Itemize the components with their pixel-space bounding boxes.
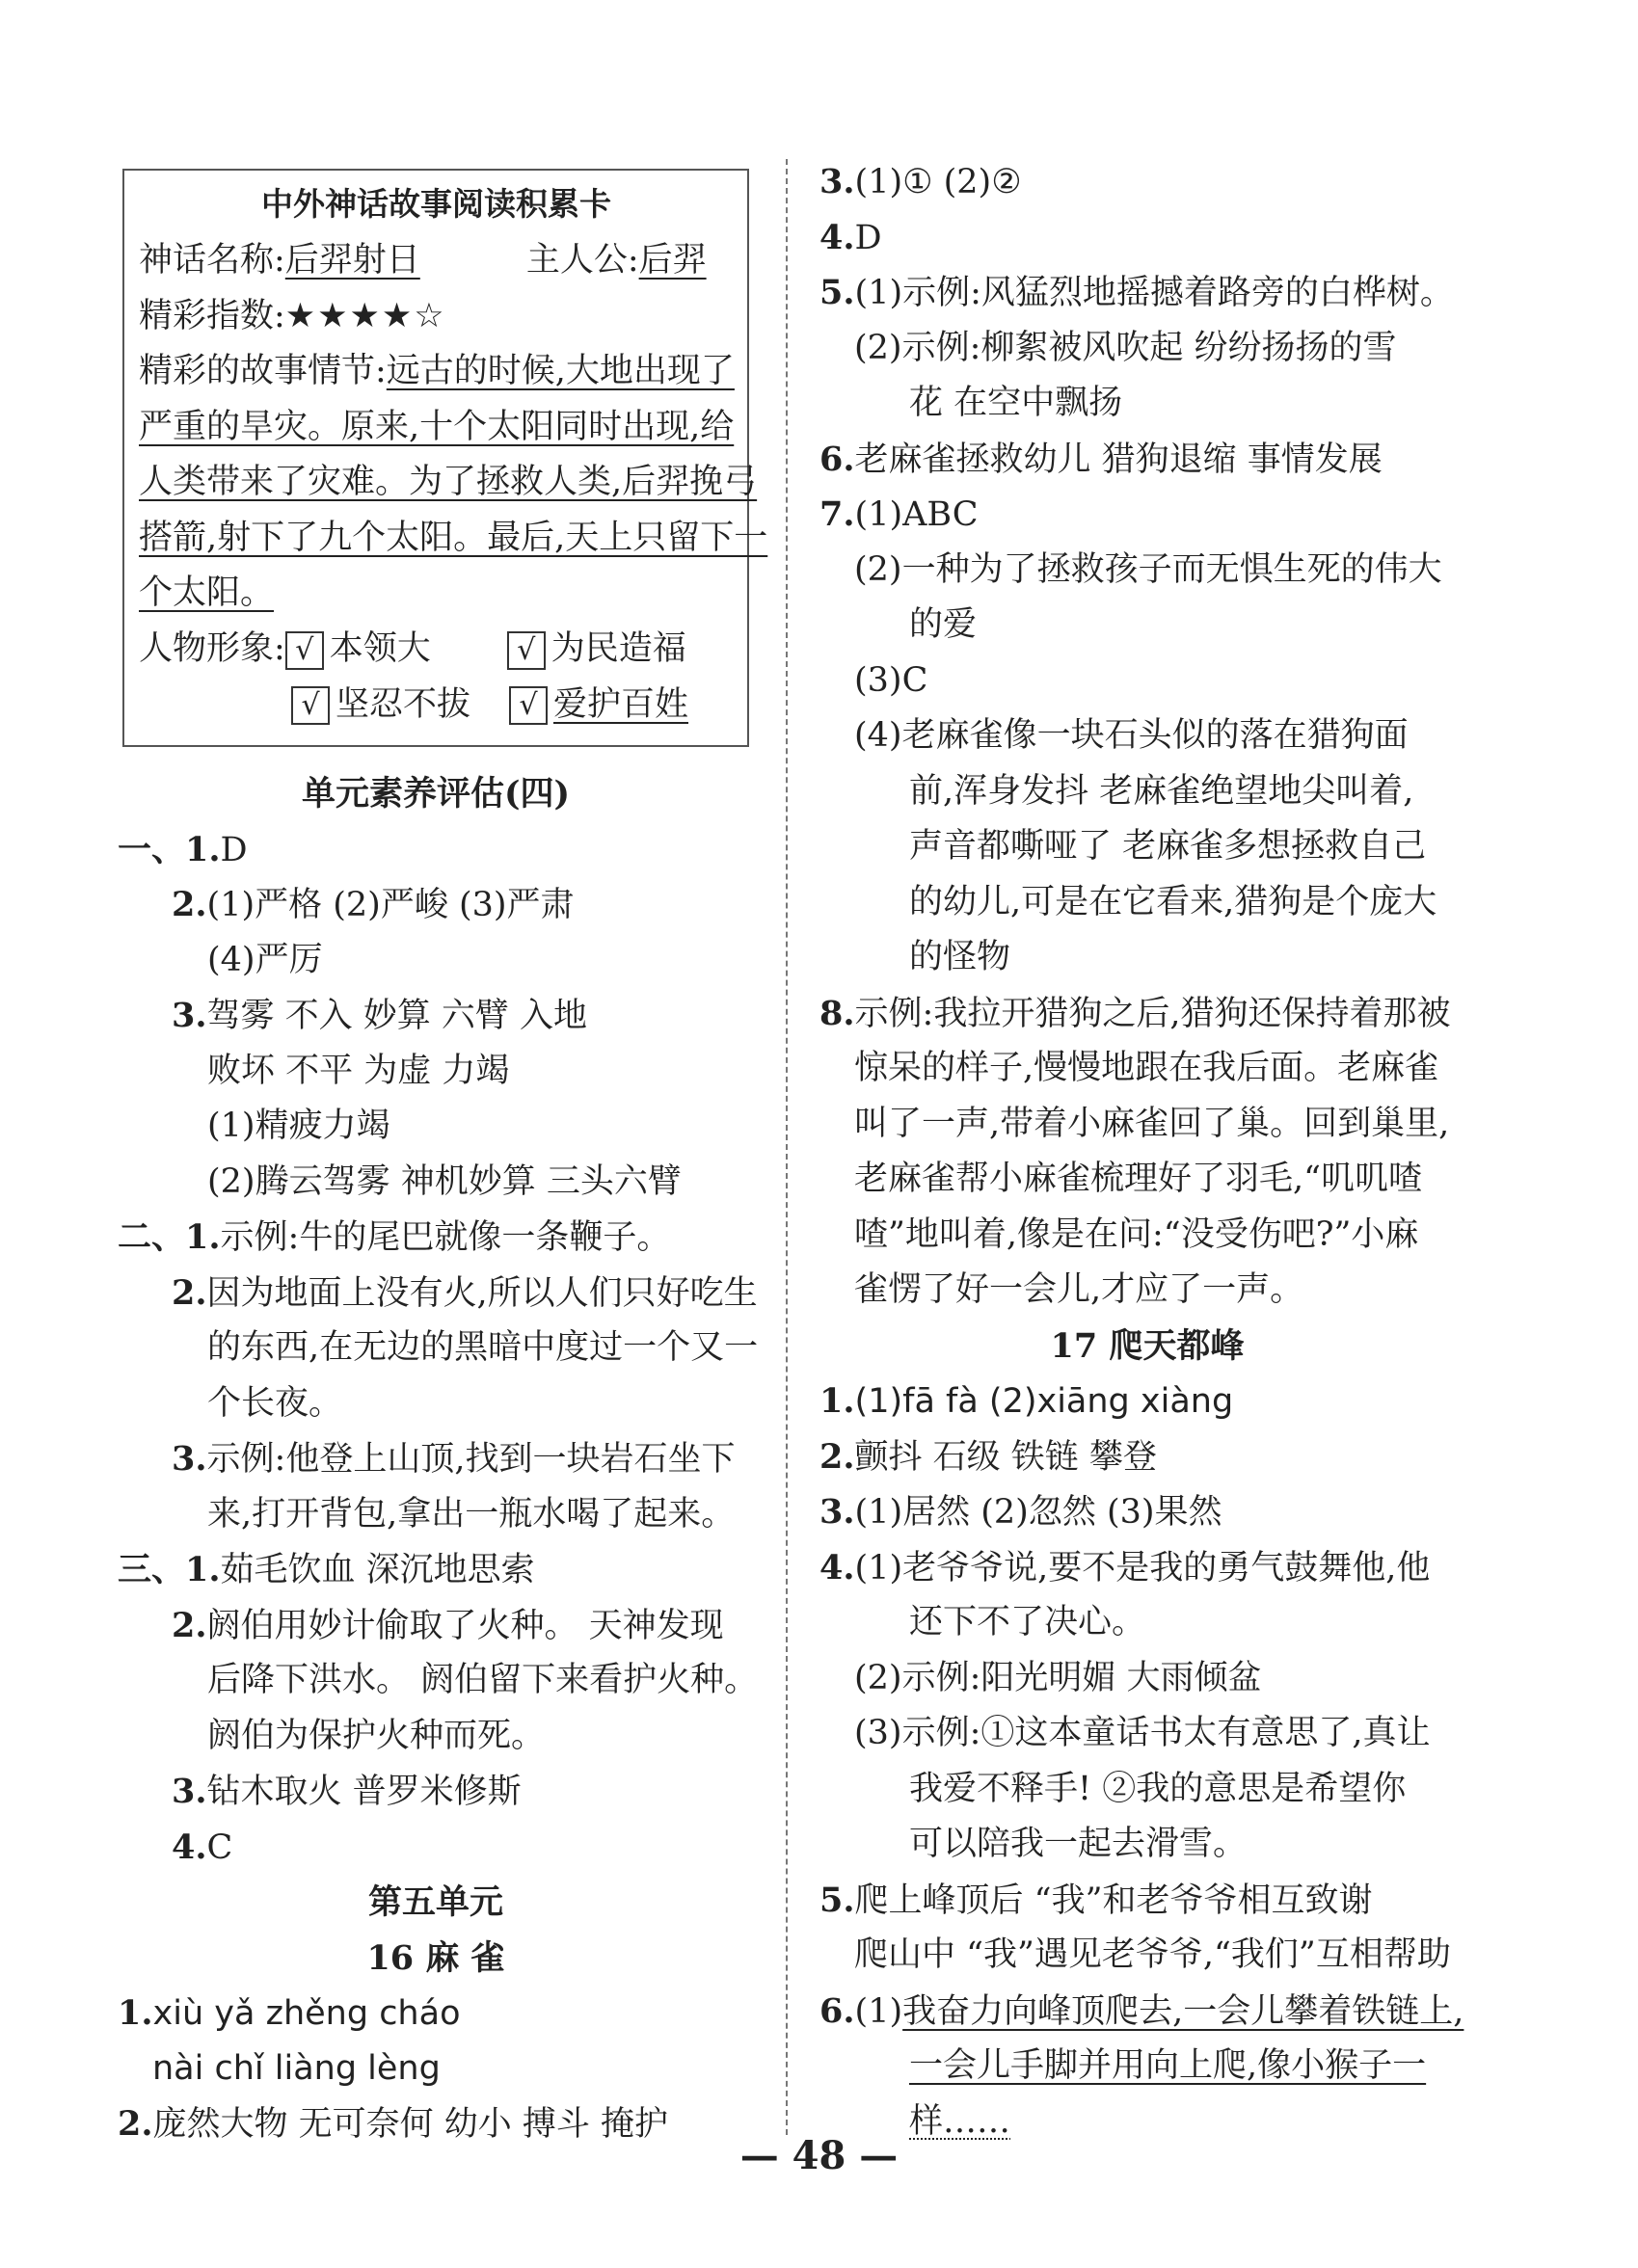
- q-number: 6.: [819, 439, 855, 479]
- answer-text: 爬山中 “我”遇见老爷爷,“我们”互相帮助: [854, 1935, 1451, 1974]
- traits-row: [139, 622, 734, 678]
- answer-text: (4)老麻雀像一块石头似的落在猎狗面: [854, 716, 1409, 755]
- checkbox: √: [509, 686, 548, 725]
- answer-text: 后降下洪水。 阏伯留下来看护火种。: [207, 1661, 759, 1699]
- checkbox: √: [507, 631, 546, 670]
- answer-text: 示例:我拉开猎狗之后,猎狗还保持着那被: [854, 994, 1451, 1033]
- lesson16-title: 16 麻 雀: [366, 1937, 505, 1978]
- answer-text: 爬上峰顶后 “我”和老爷爷相互致谢: [854, 1881, 1373, 1920]
- q-number: 3.: [172, 1772, 207, 1811]
- answer-text: 个长夜。: [207, 1383, 343, 1423]
- answer-text: (3)C: [854, 660, 928, 700]
- q-number: 8.: [819, 993, 855, 1033]
- right-column: [819, 154, 1475, 2149]
- q-number: 1.: [819, 1381, 855, 1421]
- answer-text: 一会儿手脚并用向上爬,像小猴子一: [909, 2046, 1427, 2085]
- answer-text: 阏伯为保护火种而死。: [207, 1716, 546, 1755]
- lesson17-title: 17 爬天都峰: [1050, 1325, 1245, 1366]
- plot-line: 人类带来了灾难。为了拯救人类,后羿挽弓: [139, 463, 758, 501]
- answer-text: (2)腾云驾雾 神机妙算 三头六臂: [207, 1161, 682, 1201]
- answer-text: 阏伯用妙计偷取了火种。 天神发现: [206, 1606, 724, 1645]
- q-number: 2.: [172, 1272, 207, 1313]
- answer-text: 的爱: [909, 605, 978, 644]
- answer-text: (1)精疲力竭: [207, 1107, 390, 1145]
- answer-text: 败坏 不平 为虚 力竭: [207, 1051, 510, 1090]
- plot-line: 搭箭,射下了九个太阳。最后,天上只留下一: [139, 518, 768, 557]
- q-number: 5.: [819, 273, 855, 312]
- answer-text: 老麻雀拯救幼儿 猎狗退缩 事情发展: [854, 440, 1383, 479]
- trait-label: 坚忍不拔: [336, 684, 471, 724]
- card-rating-row: [139, 289, 734, 345]
- plot-line: 个太阳。: [139, 574, 275, 612]
- checkbox: √: [285, 631, 324, 670]
- answer-text: 示例:牛的尾巴就像一条鞭子。: [220, 1218, 671, 1257]
- answer-text: 喳”地叫着,像是在问:“没受伤吧?”小麻: [854, 1214, 1419, 1254]
- answer-text: 因为地面上没有火,所以人们只好吃生: [206, 1273, 758, 1313]
- q-number: 7.: [819, 494, 855, 534]
- q-number: 1.: [118, 1993, 153, 2033]
- plot-line: 严重的旱灾。原来,十个太阳同时出现,给: [139, 407, 735, 446]
- q-number: 4.: [819, 217, 855, 257]
- card-plot-row: [139, 344, 734, 400]
- answer-text: D: [220, 830, 248, 869]
- answer-text: C: [206, 1828, 233, 1867]
- name-label: 神话名称:: [139, 241, 285, 280]
- reading-card: [122, 169, 768, 747]
- answer-text: 声音都嘶哑了 老麻雀多想拯救自己: [909, 827, 1427, 866]
- answer-text: 茹毛饮血 深沉地思索: [220, 1551, 535, 1589]
- trait-label: 爱护百姓: [553, 684, 689, 724]
- card-title: 中外神话故事阅读积累卡: [261, 185, 611, 223]
- answer-text: (2)示例:阳光明媚 大雨倾盆: [854, 1658, 1262, 1697]
- q-number: 2.: [819, 1436, 855, 1477]
- answer-text: 惊呆的样子,慢慢地跟在我后面。老麻雀: [854, 1049, 1439, 1087]
- answer-text: 庞然大物 无可奈何 幼小 搏斗 掩护: [152, 2105, 669, 2144]
- page-number: — 48 —: [739, 2133, 899, 2178]
- answer-text: (1)ABC: [854, 495, 979, 534]
- q-number: 3.: [172, 996, 207, 1035]
- name-value: 后羿射日: [284, 241, 420, 280]
- hero-value: 后羿: [638, 241, 707, 280]
- answer-text: (1)老爷爷说,要不是我的勇气鼓舞他,他: [854, 1548, 1431, 1588]
- answer-text: (4)严厉: [207, 940, 323, 979]
- answer-text: (2)示例:柳絮被风吹起 纷纷扬扬的雪: [854, 328, 1397, 367]
- answer-text: 前,浑身发抖 老麻雀绝望地尖叫着,: [909, 771, 1414, 811]
- answer-text: (1)示例:风猛烈地摇撼着路旁的白桦树。: [854, 274, 1454, 312]
- column-divider: [786, 159, 788, 2135]
- answer-text: xiù yǎ zhěng cháo: [152, 1994, 461, 2033]
- checkbox: √: [291, 686, 330, 725]
- q-number: 3.: [172, 1439, 207, 1479]
- trait-label: 为民造福: [550, 629, 686, 669]
- answer-text: 的怪物: [909, 938, 1011, 976]
- q-number: 4.: [172, 1827, 207, 1867]
- answer-text: (3)示例:①这本童话书太有意思了,真让: [854, 1714, 1431, 1752]
- traits-row-2: [139, 677, 734, 733]
- q-number: 6.: [819, 1990, 855, 2031]
- answer-text: nài chǐ liàng lèng: [152, 2048, 441, 2088]
- answer-text: 来,打开背包,拿出一瓶水喝了起来。: [207, 1494, 736, 1534]
- answer-text: (1)严格 (2)严峻 (3)严肃: [206, 886, 575, 924]
- answer-text: 示例:他登上山顶,找到一块岩石坐下: [206, 1440, 736, 1479]
- q-number: 2.: [118, 2104, 153, 2144]
- q-number: 二、1.: [118, 1217, 221, 1257]
- answer-text: (2)一种为了拯救孩子而无惧生死的伟大: [854, 549, 1442, 589]
- answer-text: 颤抖 石级 铁链 攀登: [854, 1437, 1157, 1477]
- answer-text: 的幼儿,可是在它看来,猎狗是个庞大: [909, 882, 1437, 921]
- card-name-row: [139, 233, 734, 289]
- plot-label: 精彩的故事情节:: [139, 352, 387, 390]
- unit5-title: 第五单元: [367, 1882, 503, 1922]
- q-number: 5.: [819, 1880, 855, 1920]
- answer-text: 花 在空中飘扬: [909, 384, 1123, 422]
- q-number: 三、1.: [118, 1550, 221, 1589]
- traits-label: 人物形象:: [139, 628, 285, 668]
- answer-text: 我奋力向峰顶爬去,一会儿攀着铁链上,: [902, 1991, 1464, 2031]
- answer-text: 老麻雀帮小麻雀梳理好了羽毛,“叽叽喳: [854, 1160, 1423, 1198]
- q-number: 2.: [172, 1605, 207, 1645]
- answer-text: 我爱不释手! ②我的意思是希望你: [909, 1769, 1407, 1808]
- plot-line: 远古的时候,大地出现了: [386, 352, 735, 390]
- answer-text: (1)① (2)②: [854, 163, 1022, 201]
- answer-text: 可以陪我一起去滑雪。: [909, 1825, 1248, 1863]
- answer-text: D: [854, 218, 882, 257]
- answer-text: (1): [854, 1991, 903, 2031]
- rating-stars: ★★★★☆: [284, 296, 446, 335]
- q-number: 3.: [819, 162, 855, 201]
- answer-text: 还下不了决心。: [909, 1603, 1146, 1641]
- q-number: 4.: [819, 1547, 855, 1588]
- q-number: 一、1.: [118, 829, 221, 869]
- answer-text: (1)居然 (2)忽然 (3)果然: [854, 1493, 1222, 1532]
- rating-label: 精彩指数:: [139, 296, 285, 335]
- answer-text: 的东西,在无边的黑暗中度过一个又一: [207, 1328, 759, 1367]
- answer-text: 雀愣了好一会儿,才应了一声。: [854, 1270, 1304, 1309]
- trait-label: 本领大: [329, 629, 431, 669]
- answer-text: (1)fā fà (2)xiāng xiàng: [854, 1382, 1234, 1421]
- answer-text: 驾雾 不入 妙算 六臂 入地: [206, 997, 588, 1035]
- answer-text: 样……: [909, 2101, 1011, 2141]
- answer-text: 叫了一声,带着小麻雀回了巢。回到巢里,: [854, 1104, 1450, 1143]
- hero-label: 主人公:: [525, 241, 639, 280]
- q-number: 3.: [819, 1492, 855, 1532]
- left-column: [118, 766, 759, 2152]
- unit-eval-title: 单元素养评估(四): [301, 774, 571, 814]
- q-number: 2.: [172, 885, 207, 924]
- answer-text: 钻木取火 普罗米修斯: [206, 1773, 522, 1811]
